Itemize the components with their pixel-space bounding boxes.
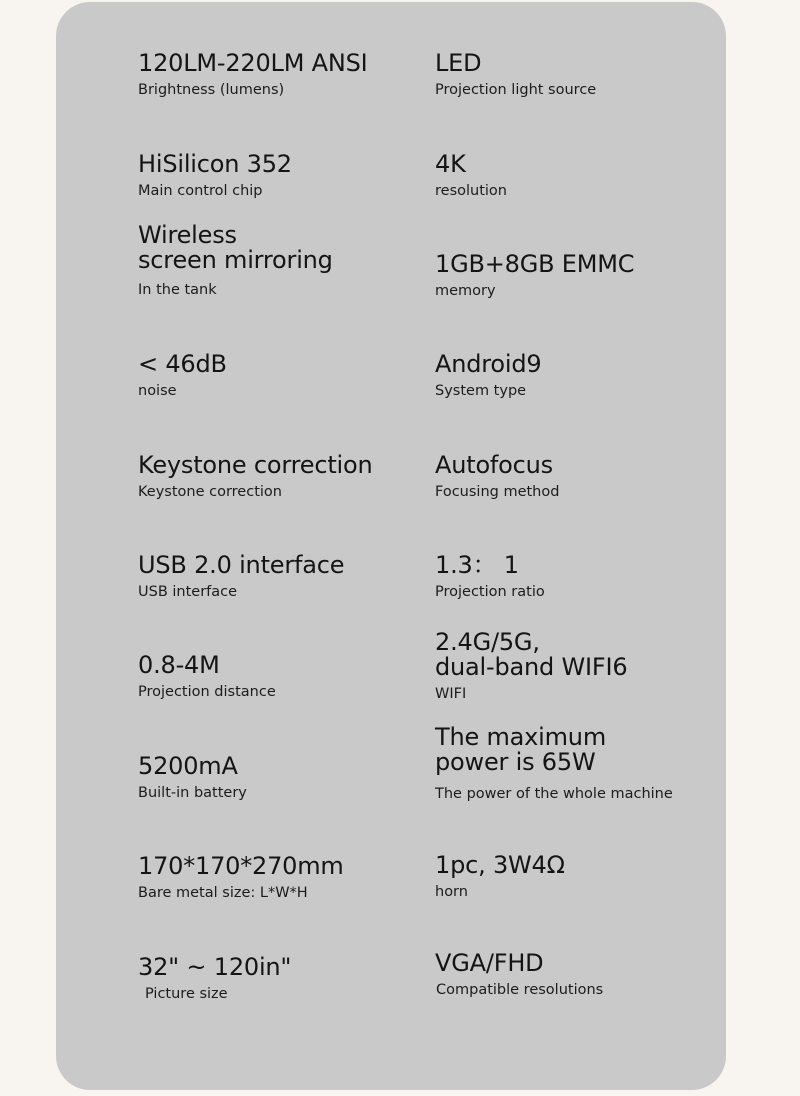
spec-label: Focusing method [435, 484, 560, 500]
spec-memory [435, 252, 715, 300]
spec-horn [435, 853, 715, 901]
spec-projection-distance [138, 653, 418, 701]
spec-value: 1GB+8GB EMMC [435, 250, 635, 278]
spec-value: 4K [435, 150, 466, 178]
spec-label: Brightness (lumens) [138, 82, 285, 98]
spec-value: 5200mA [138, 752, 238, 780]
spec-label: Keystone correction [138, 484, 282, 500]
spec-label: Compatible resolutions [436, 982, 604, 998]
spec-label: Projection light source [435, 82, 597, 98]
spec-label: The power of the whole machine [435, 786, 673, 802]
spec-value: 1pc, 3W4Ω [435, 851, 565, 879]
spec-value: 120LM-220LM ANSI [138, 49, 368, 77]
spec-screen-mirroring [138, 223, 418, 299]
spec-value: < 46dB [138, 350, 227, 378]
spec-value: Wireless screen mirroring [138, 221, 333, 274]
spec-label: Main control chip [138, 183, 263, 199]
spec-value: 1.3： 1 [435, 551, 519, 579]
spec-value: Android9 [435, 350, 542, 378]
spec-label: USB interface [138, 584, 238, 600]
spec-picture-size [138, 955, 418, 1003]
spec-value: VGA/FHD [435, 949, 544, 977]
spec-label: noise [138, 383, 177, 399]
spec-label: Picture size [145, 986, 228, 1002]
spec-value: HiSilicon 352 [138, 150, 292, 178]
spec-label: WIFI [435, 686, 467, 702]
spec-size [138, 854, 418, 902]
spec-focus [435, 453, 715, 501]
spec-value: 170*170*270mm [138, 852, 344, 880]
spec-value: 32" ~ 120in" [138, 953, 292, 981]
spec-value: 2.4G/5G, dual-band WIFI6 [435, 628, 628, 681]
spec-wifi [435, 630, 715, 703]
spec-usb [138, 553, 418, 601]
spec-value: Keystone correction [138, 451, 373, 479]
spec-compatible-resolutions [435, 951, 715, 999]
spec-label: Projection ratio [435, 584, 545, 600]
spec-noise [138, 352, 418, 400]
spec-keystone [138, 453, 418, 501]
spec-label: System type [435, 383, 527, 399]
spec-label: resolution [435, 183, 507, 199]
spec-value: USB 2.0 interface [138, 551, 345, 579]
spec-light-source [435, 51, 715, 99]
spec-value: LED [435, 49, 482, 77]
spec-value: 0.8-4M [138, 651, 220, 679]
spec-projection-ratio [435, 553, 715, 601]
spec-system-type [435, 352, 715, 400]
spec-label: memory [435, 283, 496, 299]
spec-value: Autofocus [435, 451, 553, 479]
spec-value: The maximum power is 65W [435, 723, 606, 776]
spec-label: horn [435, 884, 468, 900]
spec-brightness [138, 51, 418, 99]
spec-label: Built-in battery [138, 785, 247, 801]
spec-label: In the tank [138, 282, 217, 298]
spec-chip [138, 152, 418, 200]
spec-resolution [435, 152, 715, 200]
spec-battery [138, 754, 418, 802]
spec-label: Projection distance [138, 684, 276, 700]
spec-power [435, 725, 715, 803]
spec-label: Bare metal size: L*W*H [138, 885, 308, 901]
